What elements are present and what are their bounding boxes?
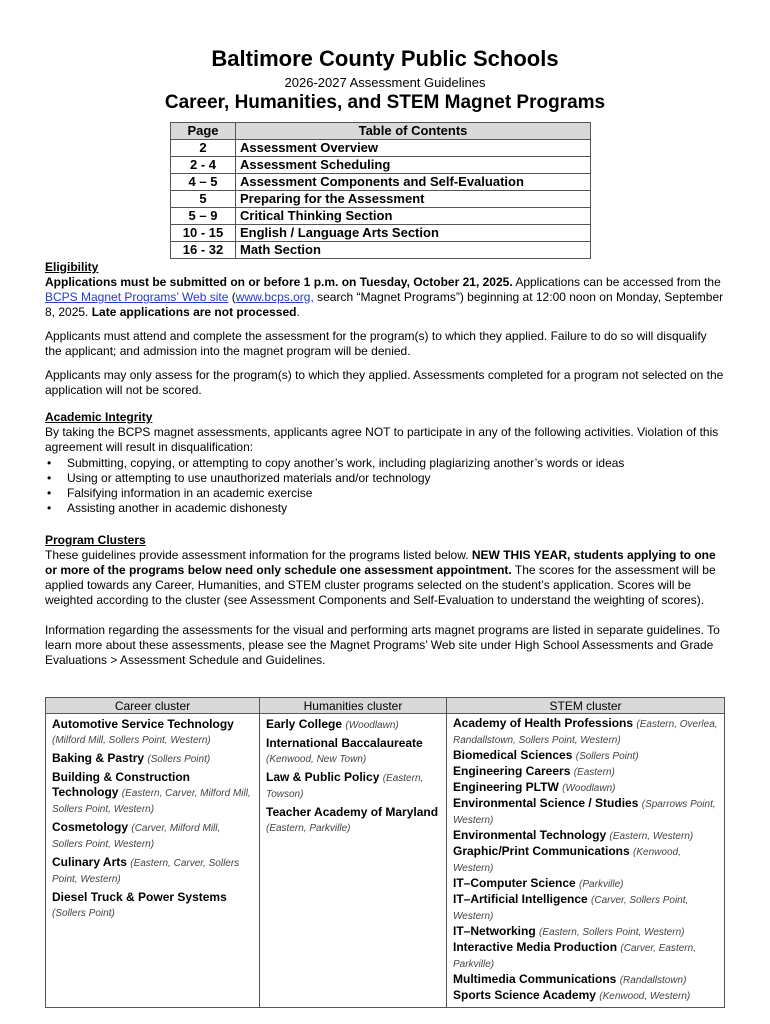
document-subtitle: 2026-2027 Assessment Guidelines <box>284 75 486 90</box>
program-locations: (Woodlawn) <box>345 720 399 731</box>
program-locations: (Eastern, Western) <box>609 831 694 842</box>
program-entry <box>266 770 440 802</box>
program-name: Baking & Pastry <box>52 751 145 765</box>
program-entry <box>453 716 718 748</box>
integrity-section <box>45 410 725 516</box>
program-entry <box>453 764 718 780</box>
text: search “Magnet Programs”) beginning at 12:00 noon on Monday, September 8, 2025. <box>45 290 724 319</box>
eligibility-heading: Eligibility <box>45 260 99 274</box>
toc-entry-title: English / Language Arts Section <box>236 225 591 242</box>
program-name: Sports Science Academy <box>453 988 596 1002</box>
program-locations: (Eastern, Sollers Point, Western) <box>539 927 685 938</box>
toc-title-header: Table of Contents <box>236 123 591 140</box>
toc-page-number: 16 - 32 <box>171 242 236 259</box>
program-name: IT–Networking <box>453 924 536 938</box>
humanities-cluster-header: Humanities cluster <box>260 698 447 714</box>
program-locations: (Kenwood, Western) <box>453 847 681 874</box>
humanities-cluster-column <box>260 714 447 1008</box>
program-name: Cosmetology <box>52 820 129 834</box>
list-item-text: Falsifying information in an academic exercise <box>67 486 313 500</box>
eligibility-paragraph-2: Applicants must attend and complete the assessment for the program(s) to which they applied. Failure to do so will disqualify the applicant; and admission into the magnet program will be denied. <box>45 329 707 358</box>
program-name: Environmental Technology <box>453 828 607 842</box>
toc-entry-title: Assessment Components and Self-Evaluation <box>236 174 591 191</box>
toc-entry-title: Preparing for the Assessment <box>236 191 591 208</box>
list-item <box>45 456 725 471</box>
program-locations: (Parkville) <box>579 879 624 890</box>
program-entry <box>453 940 718 972</box>
program-clusters-table <box>45 697 725 1008</box>
program-entry <box>52 751 253 767</box>
clusters-paragraph-1 <box>45 548 725 608</box>
stem-cluster-header: STEM cluster <box>447 698 725 714</box>
toc-entry-title: Assessment Scheduling <box>236 157 591 174</box>
clusters-paragraph-2: Information regarding the assessments for the visual and performing arts magnet programs are listed in separate guidelines. To learn more about these assessments, please see the Magnet Programs’ Web site under High School Assessments and Grade Evaluations > Assessment Schedule and Guidelines. <box>45 623 720 667</box>
toc-page-number: 4 – 5 <box>171 174 236 191</box>
program-name: Law & Public Policy <box>266 770 380 784</box>
program-name: Diesel Truck & Power Systems <box>52 890 227 904</box>
program-name: Academy of Health Professions <box>453 716 634 730</box>
program-locations: (Eastern, Carver, Milford Mill, Sollers Point, Western) <box>52 788 251 815</box>
toc-row <box>171 225 591 242</box>
magnet-web-site-link[interactable]: BCPS Magnet Programs’ Web site <box>45 290 229 304</box>
clusters-heading: Program Clusters <box>45 533 146 547</box>
program-entry <box>266 805 440 836</box>
program-entry <box>266 717 440 733</box>
program-locations: (Eastern, Towson) <box>266 773 424 800</box>
text: . <box>296 305 300 319</box>
program-name: Interactive Media Production <box>453 940 618 954</box>
list-item-text: Using or attempting to use unauthorized materials and/or technology <box>67 471 431 485</box>
toc-page-number: 10 - 15 <box>171 225 236 242</box>
toc-row <box>171 191 591 208</box>
program-entry <box>453 924 718 940</box>
program-locations: (Eastern) <box>573 767 615 778</box>
program-name: Graphic/Print Communications <box>453 844 630 858</box>
table-of-contents <box>170 122 591 259</box>
toc-row <box>171 140 591 157</box>
list-item <box>45 486 725 501</box>
program-name: Teacher Academy of Maryland <box>266 805 439 819</box>
program-entry <box>453 748 718 764</box>
text: Applications can be accessed from the <box>512 275 721 289</box>
list-item <box>45 471 725 486</box>
integrity-intro: By taking the BCPS magnet assessments, applicants agree NOT to participate in any of the following activities. Violation of this agreement will result in disqualification: <box>45 425 719 454</box>
toc-entry-title: Math Section <box>236 242 591 259</box>
program-locations: (Randallstown) <box>619 975 687 986</box>
eligibility-paragraph-3: Applicants may only assess for the program(s) to which they applied. Assessments completed for a program not selected on the application will not be scored. <box>45 368 724 397</box>
program-name: Early College <box>266 717 343 731</box>
clusters-section <box>45 533 725 668</box>
text: ( <box>228 290 236 304</box>
deadline-text: Applications must be submitted on or before 1 p.m. on Tuesday, October 21, 2025. <box>45 275 513 289</box>
program-locations: (Kenwood, Western) <box>599 991 691 1002</box>
program-entry <box>453 796 718 828</box>
toc-row <box>171 157 591 174</box>
program-name: Multimedia Communications <box>453 972 617 986</box>
list-item-text: Assisting another in academic dishonesty <box>67 501 288 515</box>
toc-page-header: Page <box>171 123 236 140</box>
bullet: • <box>47 486 52 500</box>
program-locations: (Sollers Point) <box>52 908 115 919</box>
program-locations: (Carver, Eastern, Parkville) <box>453 943 696 970</box>
program-entry <box>52 770 253 817</box>
program-entry <box>52 717 253 748</box>
program-name: Automotive Service Technology <box>52 717 234 731</box>
toc-row <box>171 242 591 259</box>
toc-entry-title: Critical Thinking Section <box>236 208 591 225</box>
late-notice: Late applications are not processed <box>91 305 297 319</box>
document-title: Baltimore County Public Schools <box>211 46 559 71</box>
program-name: International Baccalaureate <box>266 736 423 750</box>
integrity-heading: Academic Integrity <box>45 410 153 424</box>
program-locations: (Eastern, Overlea, Randallstown, Sollers Point, Western) <box>453 719 718 746</box>
toc-page-number: 5 – 9 <box>171 208 236 225</box>
program-name: Environmental Science / Studies <box>453 796 639 810</box>
program-entry <box>453 828 718 844</box>
program-entry <box>52 890 253 921</box>
program-locations: (Milford Mill, Sollers Point, Western) <box>52 735 211 746</box>
program-entry <box>453 780 718 796</box>
new-this-year-text: NEW THIS YEAR, students applying to one or more of the programs below need only schedule one assessment appointment. <box>45 548 716 577</box>
text: These guidelines provide assessment information for the programs listed below. <box>45 548 472 562</box>
program-entry <box>266 736 440 767</box>
program-entry <box>453 892 718 924</box>
toc-row <box>171 174 591 191</box>
program-locations: (Sollers Point) <box>575 751 639 762</box>
program-name: Building & Construction Technology <box>52 770 190 799</box>
text: The scores for the assessment will be applied towards any Career, Humanities, and STEM cluster programs selected on the student’s application. Scores will be weighted according to the cluster (see Assessment Components and Self-Evaluation to understand the weighting of scores). <box>45 563 716 607</box>
program-name: Engineering Careers <box>453 764 571 778</box>
program-name: Biomedical Sciences <box>453 748 573 762</box>
toc-page-number: 5 <box>171 191 236 208</box>
toc-page-number: 2 <box>171 140 236 157</box>
bcps-url-link[interactable]: www.bcps.org, <box>235 290 314 304</box>
eligibility-paragraph-1 <box>45 275 725 320</box>
program-locations: (Kenwood, New Town) <box>266 754 367 765</box>
program-locations: (Carver, Sollers Point, Western) <box>453 895 689 922</box>
bullet: • <box>47 501 52 515</box>
program-locations: (Eastern, Carver, Sollers Point, Western) <box>52 858 240 885</box>
eligibility-section <box>45 260 725 398</box>
integrity-list <box>45 456 725 516</box>
program-entry <box>453 972 718 988</box>
program-name: Engineering PLTW <box>453 780 559 794</box>
career-cluster-header: Career cluster <box>46 698 260 714</box>
program-entry <box>52 855 253 887</box>
program-entry <box>52 820 253 852</box>
bullet: • <box>47 456 52 470</box>
toc-page-number: 2 - 4 <box>171 157 236 174</box>
program-name: IT–Computer Science <box>453 876 576 890</box>
program-entry <box>453 876 718 892</box>
program-locations: (Carver, Milford Mill, Sollers Point, Western) <box>52 823 221 850</box>
stem-cluster-column <box>447 714 725 1008</box>
program-name: Culinary Arts <box>52 855 127 869</box>
program-locations: (Woodlawn) <box>562 783 616 794</box>
bullet: • <box>47 471 52 485</box>
program-locations: (Sparrows Point, Western) <box>453 799 716 826</box>
program-locations: (Eastern, Parkville) <box>266 823 351 834</box>
document-heading: Career, Humanities, and STEM Magnet Programs <box>164 92 606 113</box>
program-entry <box>453 844 718 876</box>
toc-entry-title: Assessment Overview <box>236 140 591 157</box>
career-cluster-column <box>46 714 260 1008</box>
program-entry <box>453 988 718 1004</box>
list-item-text: Submitting, copying, or attempting to copy another’s work, including plagiarizing another’s words or ideas <box>67 456 625 470</box>
program-locations: (Sollers Point) <box>147 754 211 765</box>
list-item <box>45 501 725 516</box>
program-name: IT–Artificial Intelligence <box>453 892 588 906</box>
toc-row <box>171 208 591 225</box>
